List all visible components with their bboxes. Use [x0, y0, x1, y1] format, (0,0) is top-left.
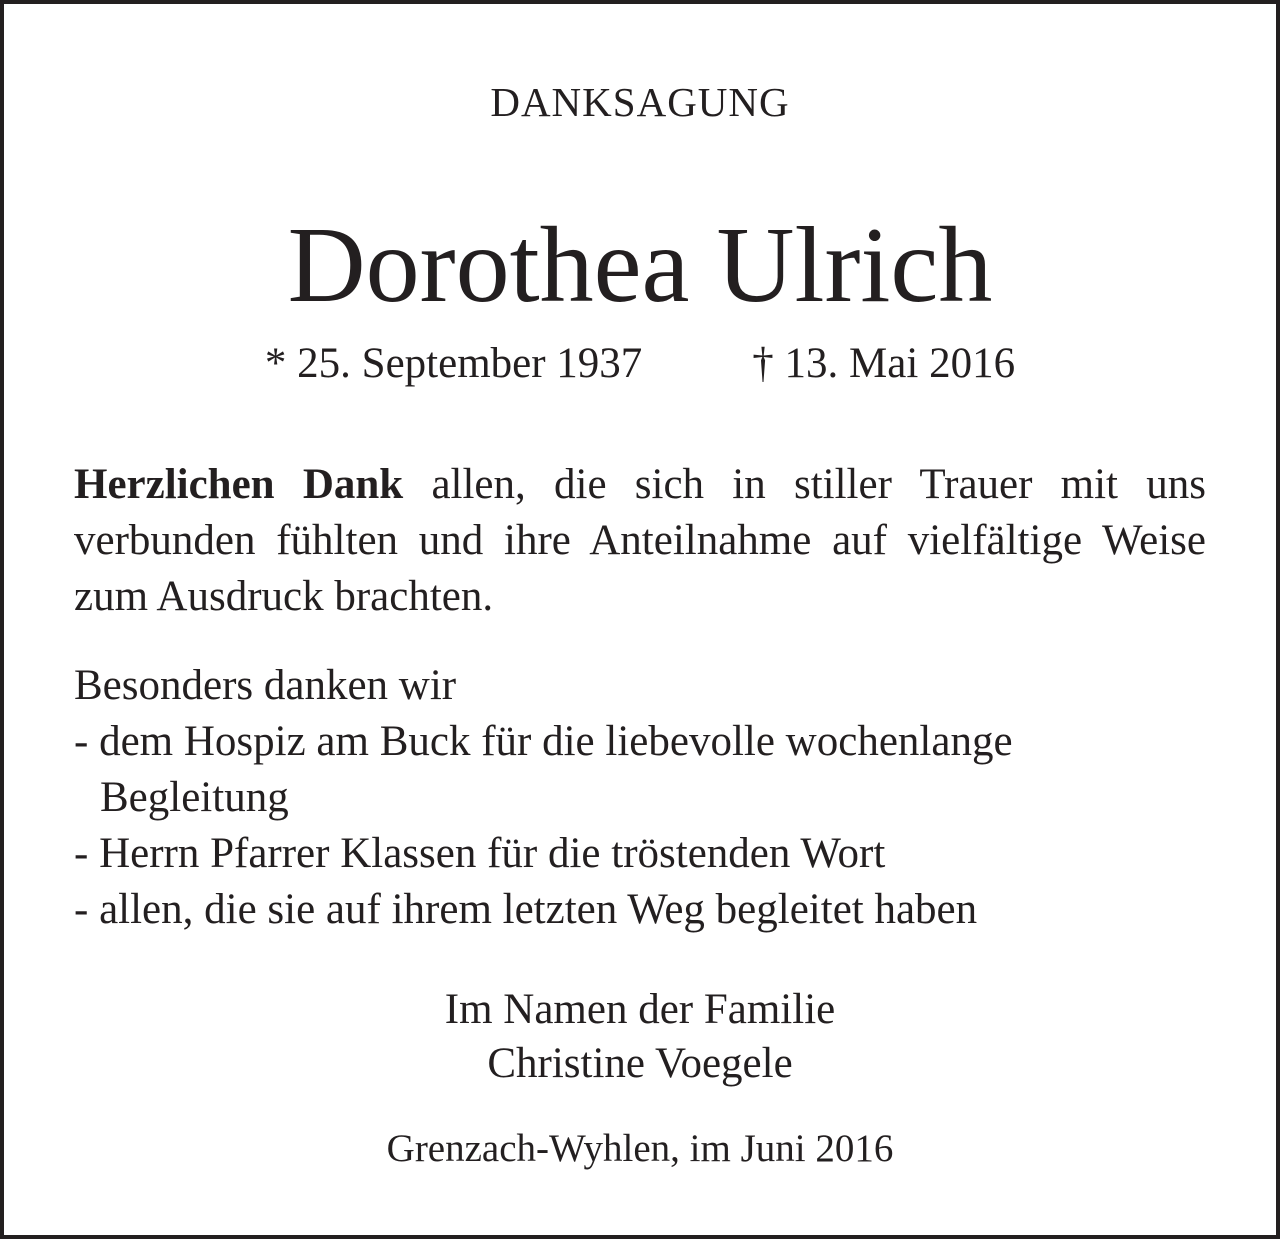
special-thanks	[74, 658, 1206, 938]
place-date: Grenzach-Wyhlen, im Juni 2016	[386, 1127, 894, 1170]
thanks-text: allen, die sich in stiller Trauer mit uns verbunden fühlten und ihre Anteilnahme auf vielfältige Weise zum Ausdruck brachten.	[74, 461, 1206, 620]
birth-date: * 25. September 1937	[264, 340, 643, 387]
special-item-continuation: Begleitung	[100, 774, 289, 821]
signer-name: Christine Voegele	[487, 1040, 793, 1087]
death-date: † 13. Mai 2016	[752, 340, 1016, 387]
life-dates	[0, 338, 1280, 390]
special-item: - Herrn Pfarrer Klassen für die tröstenden Wort	[74, 830, 886, 877]
thanks-paragraph	[74, 457, 1206, 625]
special-item: - allen, die sie auf ihrem letzten Weg begleitet haben	[74, 886, 978, 933]
special-item: - dem Hospiz am Buck für die liebevolle wochenlange	[74, 718, 1013, 765]
thanks-bold-text: Herzlichen Dank	[74, 461, 404, 508]
closing-line: Im Namen der Familie	[444, 986, 836, 1033]
deceased-name: Dorothea Ulrich	[287, 206, 993, 325]
special-intro: Besonders danken wir	[74, 662, 457, 709]
notice-heading: DANKSAGUNG	[490, 79, 790, 125]
